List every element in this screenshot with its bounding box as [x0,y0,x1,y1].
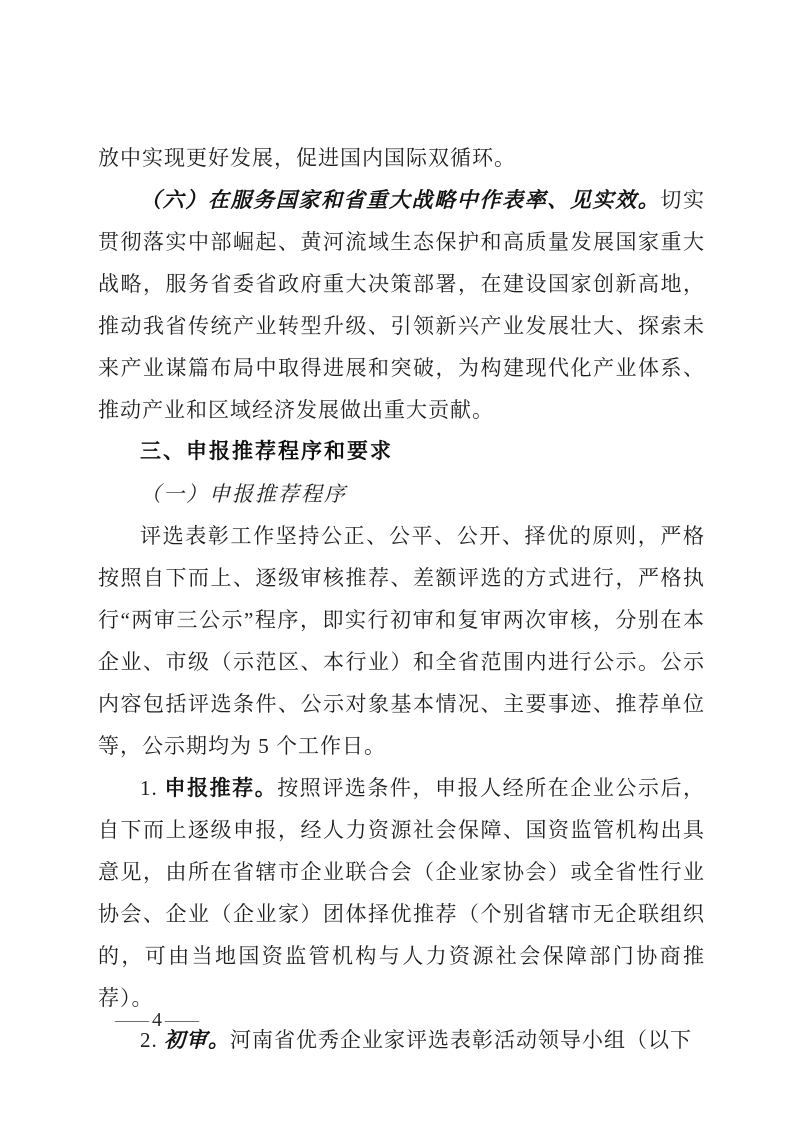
item-6-lead-sentence: （六）在服务国家和省重大战略中作表率、见实效。 [140,188,661,212]
document-body [98,137,705,1061]
subsection-heading-1: （一）申报推荐程序 [140,482,347,506]
step-2-term: 初审。 [164,1028,230,1052]
section-heading-3: 三、申报推荐程序和要求 [140,440,393,463]
step-2-number: 2. [140,1028,164,1052]
page-number: 4 [152,1009,162,1031]
paragraph-item-6 [98,179,705,431]
paragraph-selection-principles: 评选表彰工作坚持公正、公平、公开、择优的原则，严格按照自下而上、逐级审核推荐、差额评选的方式进行，严格执行“两审三公示”程序，即实行初审和复审两次审核，分别在本企业、市级（示范区、本行业）和全省范围内进行公示。公示内容包括评选条件、公示对象基本情况、主要事迹、推荐单位等，公示期均为 5 个工作日。 [98,524,705,758]
paragraph-continuation: 放中实现更好发展，促进国内国际双循环。 [98,146,516,170]
footer-dash-left: — [115,1009,149,1031]
step-2-body-text: 河南省优秀企业家评选表彰活动领导小组（以下 [230,1028,692,1052]
step-1-number: 1. [140,776,165,800]
paragraph-step-1 [98,767,705,1019]
footer-dash-right: — [165,1009,199,1031]
step-1-body-text: 按照评选条件，申报人经所在企业公示后，自下而上逐级申报，经人力资源社会保障、国资监管机构出具意见，由所在省辖市企业联合会（企业家协会）或全省性行业协会、企业（企业家）团体择优推荐（个别省辖市无企联组织的，可由当地国资监管机构与人力资源社会保障部门协商推荐）。 [98,776,706,1010]
item-6-body-text: 切实贯彻落实中部崛起、黄河流域生态保护和高质量发展国家重大战略，服务省委省政府重大决策部署，在建设国家创新高地，推动我省传统产业转型升级、引领新兴产业发展壮大、探索未来产业谋篇布局中取得进展和突破，为构建现代化产业体系、推动产业和区域经济发展做出重大贡献。 [98,188,705,422]
step-1-term: 申报推荐。 [164,776,278,800]
page-footer [112,1006,202,1034]
